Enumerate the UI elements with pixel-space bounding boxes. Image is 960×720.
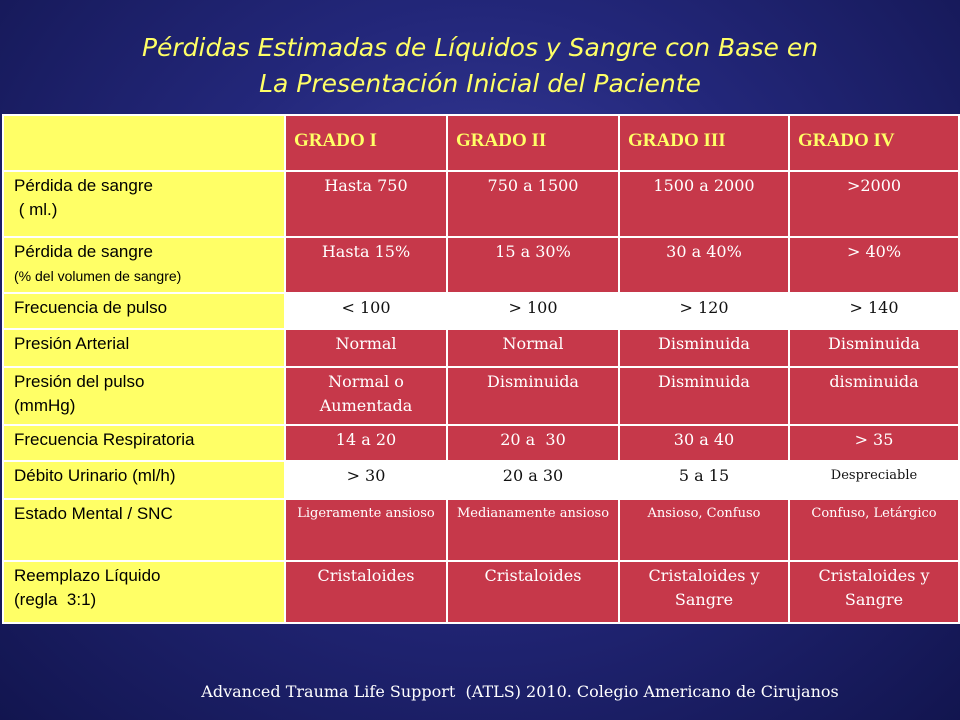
row-label: Pérdida de sangre ( ml.) bbox=[3, 171, 285, 237]
header-grado-2: GRADO II bbox=[447, 115, 619, 171]
table-cell: disminuida bbox=[789, 367, 959, 425]
row-label: Débito Urinario (ml/h) bbox=[3, 461, 285, 499]
header-grado-1: GRADO I bbox=[285, 115, 447, 171]
table-row bbox=[3, 329, 959, 367]
table-cell: Disminuida bbox=[789, 329, 959, 367]
table-row bbox=[3, 461, 959, 499]
table-cell: > 40% bbox=[789, 237, 959, 293]
source-citation: Advanced Trauma Life Support (ATLS) 2010. Colegio Americano de Cirujanos bbox=[201, 682, 839, 701]
table-cell: < 100 bbox=[285, 293, 447, 329]
table-cell: 20 a 30 bbox=[447, 461, 619, 499]
table-cell: Confuso, Letárgico bbox=[789, 499, 959, 561]
table-cell: Cristaloides y Sangre bbox=[619, 561, 789, 623]
table-row bbox=[3, 561, 959, 623]
table-row bbox=[3, 293, 959, 329]
table-cell: Normal bbox=[285, 329, 447, 367]
row-label: Reemplazo Líquido (regla 3:1) bbox=[3, 561, 285, 623]
table-cell: > 120 bbox=[619, 293, 789, 329]
table-row bbox=[3, 499, 959, 561]
row-label: Presión Arterial bbox=[3, 329, 285, 367]
table-header-row bbox=[3, 115, 959, 171]
row-label: Frecuencia de pulso bbox=[3, 293, 285, 329]
table-cell: Cristaloides bbox=[285, 561, 447, 623]
table-cell: > 140 bbox=[789, 293, 959, 329]
table-cell: 1500 a 2000 bbox=[619, 171, 789, 237]
table-cell: Cristaloides bbox=[447, 561, 619, 623]
table-row bbox=[3, 367, 959, 425]
table-cell: >2000 bbox=[789, 171, 959, 237]
header-corner bbox=[3, 115, 285, 171]
table-cell: 5 a 15 bbox=[619, 461, 789, 499]
table-cell: 15 a 30% bbox=[447, 237, 619, 293]
table-cell: Cristaloides y Sangre bbox=[789, 561, 959, 623]
table-row bbox=[3, 425, 959, 461]
table-cell: > 30 bbox=[285, 461, 447, 499]
table-cell: > 35 bbox=[789, 425, 959, 461]
table-cell: Medianamente ansioso bbox=[447, 499, 619, 561]
header-grado-4: GRADO IV bbox=[789, 115, 959, 171]
row-label: Frecuencia Respiratoria bbox=[3, 425, 285, 461]
table-cell: 14 a 20 bbox=[285, 425, 447, 461]
table-cell: Normal o Aumentada bbox=[285, 367, 447, 425]
table-cell: 30 a 40 bbox=[619, 425, 789, 461]
table-cell: Normal bbox=[447, 329, 619, 367]
row-label: Presión del pulso (mmHg) bbox=[3, 367, 285, 425]
slide-title bbox=[0, 30, 960, 102]
table-cell: 20 a 30 bbox=[447, 425, 619, 461]
table-cell: 750 a 1500 bbox=[447, 171, 619, 237]
row-label: Estado Mental / SNC bbox=[3, 499, 285, 561]
table-cell: Ligeramente ansioso bbox=[285, 499, 447, 561]
table-cell: Ansioso, Confuso bbox=[619, 499, 789, 561]
title-line-2: La Presentación Inicial del Paciente bbox=[259, 69, 701, 98]
table-row bbox=[3, 237, 959, 293]
hemorrhage-classification-table bbox=[2, 114, 960, 624]
table-row bbox=[3, 171, 959, 237]
table-cell: > 100 bbox=[447, 293, 619, 329]
table-cell: Disminuida bbox=[619, 329, 789, 367]
table-cell: 30 a 40% bbox=[619, 237, 789, 293]
table-cell: Despreciable bbox=[789, 461, 959, 499]
table-cell: Disminuida bbox=[447, 367, 619, 425]
table-cell: Hasta 15% bbox=[285, 237, 447, 293]
table-cell: Disminuida bbox=[619, 367, 789, 425]
table-cell: Hasta 750 bbox=[285, 171, 447, 237]
title-line-1: Pérdidas Estimadas de Líquidos y Sangre con Base en bbox=[141, 33, 819, 62]
row-label: Pérdida de sangre (% del volumen de sangre) bbox=[3, 237, 285, 293]
header-grado-3: GRADO III bbox=[619, 115, 789, 171]
